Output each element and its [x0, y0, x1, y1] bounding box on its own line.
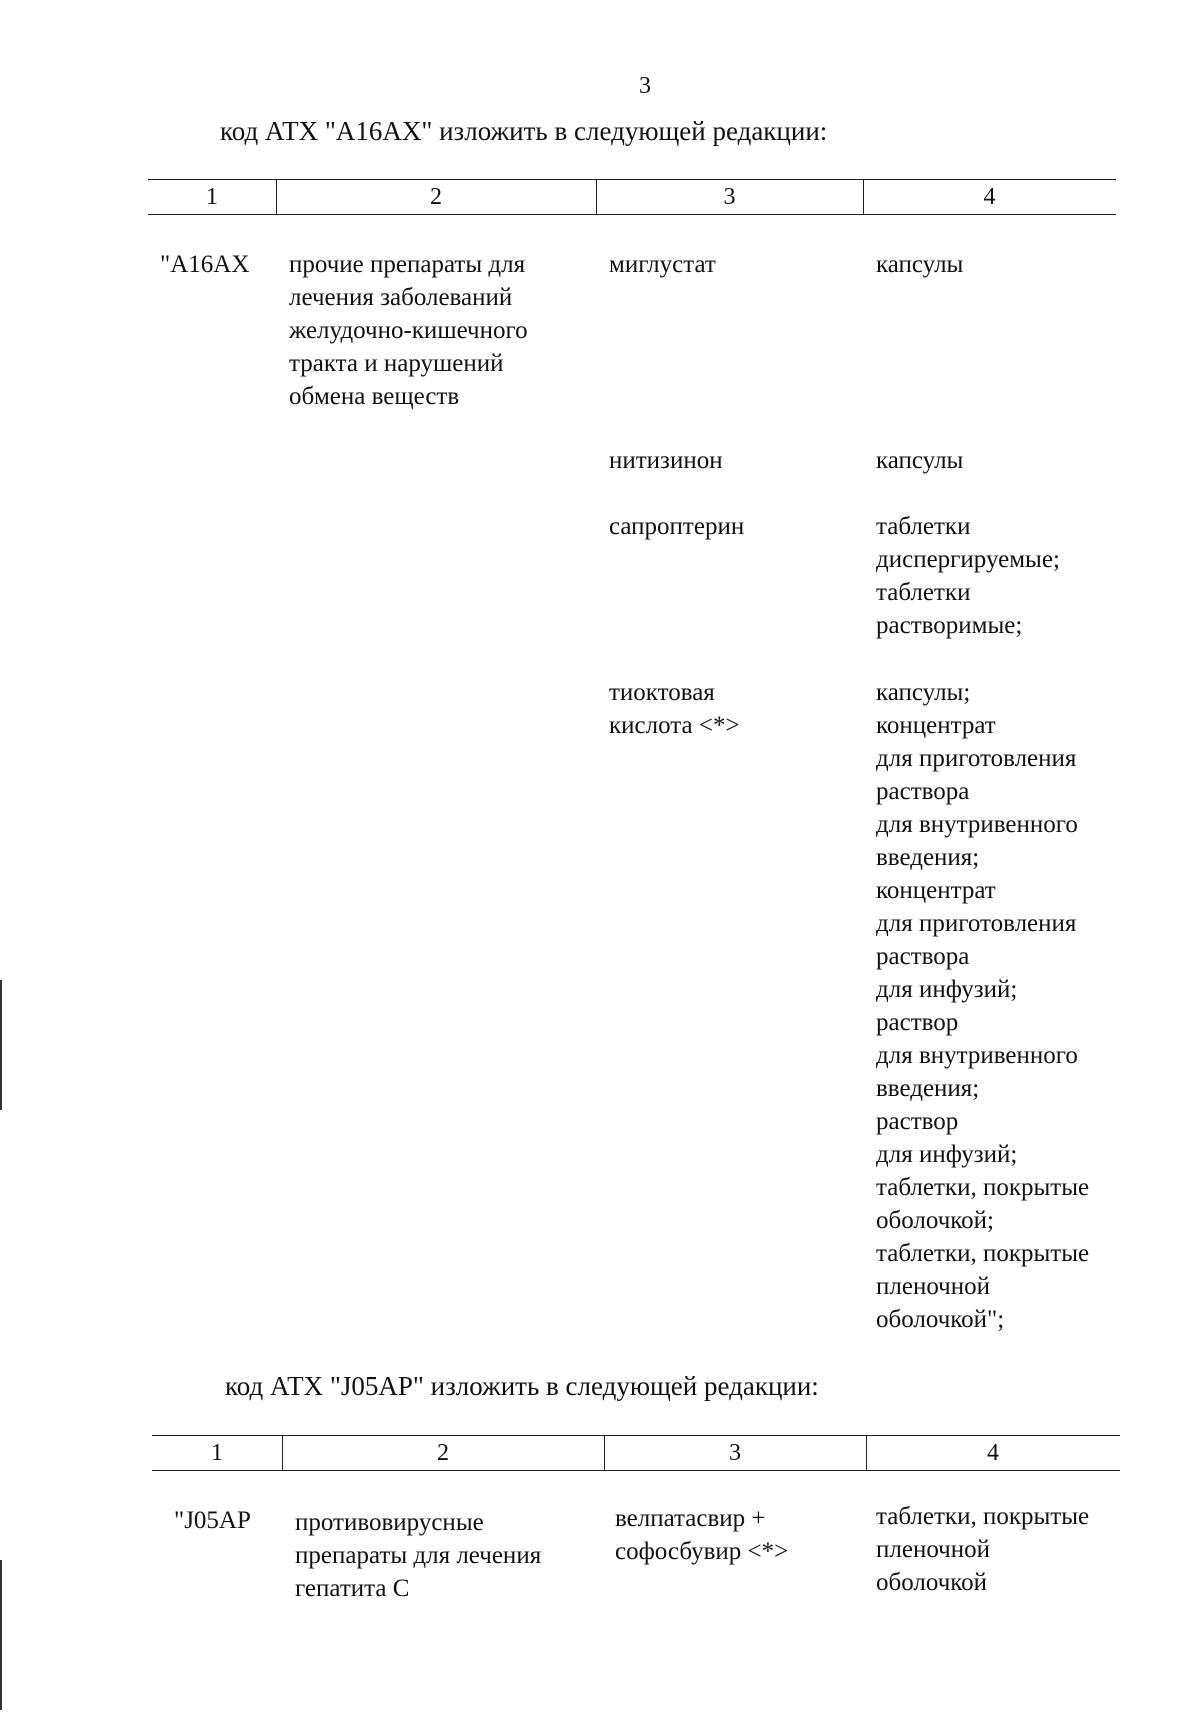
atc-code: "J05AP — [174, 1507, 251, 1534]
dosage-forms: таблетки диспергируемые; таблетки растворимые; — [876, 513, 1060, 639]
drug-name: велпатасвир + софосбувир <*> — [615, 1505, 789, 1565]
drug-name: сапроптерин — [609, 513, 745, 540]
header-col-1: 1 — [206, 184, 218, 210]
dosage-forms: капсулы — [876, 447, 964, 474]
drug-name: нитизинон — [609, 447, 723, 474]
header-col-4: 4 — [987, 1440, 999, 1466]
header-col-3: 3 — [723, 184, 736, 210]
section-intro: код АТХ "J05AP" изложить в следующей редакции: — [225, 1371, 819, 1401]
dosage-forms: таблетки, покрытые пленочной оболочкой — [876, 1503, 1090, 1596]
dosage-forms: капсулы; концентрат для приготовления раствора для внутривенного введения; концентрат для приготовления раствора для инфузий; раствор для внутривенного введения; раствор для инфузий; таблетки, покрытые оболочкой; таблетки, покрытые пленочной оболочкой"; — [876, 679, 1090, 1333]
page-number: 3 — [639, 73, 651, 99]
scan-edge-mark — [0, 980, 2, 1110]
section-intro: код АТХ "A16AX" изложить в следующей редакции: — [220, 116, 828, 146]
header-col-2: 2 — [430, 184, 442, 210]
scan-edge-mark — [0, 1560, 2, 1710]
header-col-4: 4 — [983, 184, 996, 210]
pharmacological-group: прочие препараты для лечения заболеваний желудочно-кишечного тракта и нарушений обмена веществ — [289, 251, 528, 410]
dosage-forms: капсулы — [876, 251, 964, 278]
drug-name: тиоктовая кислота <*> — [609, 679, 740, 739]
table-header-row — [148, 179, 1116, 215]
header-col-3: 3 — [729, 1440, 741, 1466]
table-header-row — [152, 1435, 1120, 1471]
header-col-1: 1 — [211, 1440, 223, 1466]
atc-code: "A16AX — [160, 251, 250, 278]
pharmacological-group: противовирусные препараты для лечения гепатита С — [295, 1509, 542, 1602]
header-col-2: 2 — [437, 1440, 449, 1466]
drug-name: миглустат — [609, 251, 716, 278]
